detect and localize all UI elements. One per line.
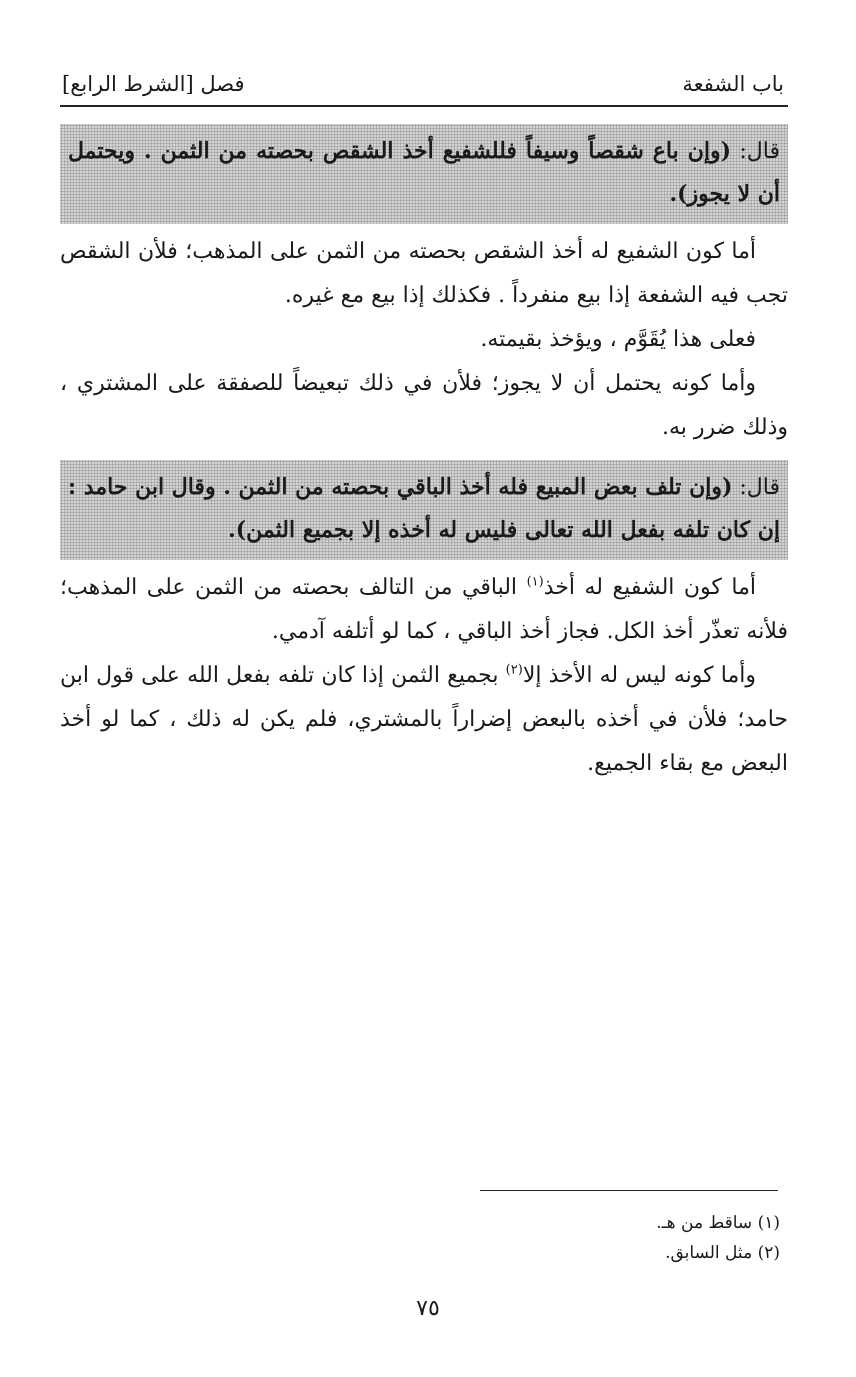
matn-prefix: قال: — [731, 139, 780, 164]
section-title: فصل [الشرط الرابع] — [62, 72, 245, 96]
matn-quote: (وإن تلف بعض المبيع فله أخذ الباقي بحصته من الثمن . وقال ابن حامد : إن كان تلفه بفعل الله تعالى فليس له أخذه إلا بجميع الثمن). — [68, 474, 780, 543]
paragraph-text: الباقي من التالف بحصته من الثمن على المذهب؛ فلأنه تعذّر أخذ الكل. فجاز أخذ الباقي ، كما لو أتلفه آدمي. — [60, 575, 788, 644]
commentary-paragraph — [60, 566, 788, 654]
paragraph-text: أما كون الشفيع له أخذ — [543, 575, 757, 600]
paragraph-text: بجميع الثمن إذا كان تلفه بفعل الله على قول ابن حامد؛ فلأن في أخذه بالبعض إضراراً بالمشتري، فلم يكن له ذلك ، كما لو أخذ البعض مع بقاء الجميع. — [60, 663, 788, 776]
footnote-ref[interactable]: (٢) — [505, 662, 523, 678]
chapter-title: باب الشفعة — [682, 72, 784, 96]
matn-block-1 — [60, 124, 788, 224]
commentary-paragraph: أما كون الشفيع له أخذ الشقص بحصته من الثمن على المذهب؛ فلأن الشقص تجب فيه الشفعة إذا بيع منفرداً . فكذلك إذا بيع مع غيره. — [60, 239, 788, 308]
spacer — [60, 450, 788, 460]
footnote-ref[interactable]: (١) — [526, 574, 544, 590]
matn-quote: (وإن باع شقصاً وسيفاً فللشفيع أخذ الشقص بحصته من الثمن . ويحتمل أن لا يجوز). — [68, 138, 780, 207]
matn-prefix: قال: — [732, 475, 781, 500]
main-text — [60, 124, 788, 786]
page-number: ٧٥ — [416, 1296, 440, 1321]
commentary-paragraph — [60, 654, 788, 786]
commentary-paragraph: وأما كونه يحتمل أن لا يجوز؛ فلأن في ذلك تبعيضاً للصفقة على المشتري ، وذلك ضرر به. — [60, 371, 788, 440]
footnotes — [360, 1208, 780, 1268]
matn-block-2 — [60, 460, 788, 560]
commentary-paragraph: فعلى هذا يُقَوَّم ، ويؤخذ بقيمته. — [480, 327, 756, 352]
header-rule — [60, 105, 788, 107]
paragraph-text: وأما كونه ليس له الأخذ إلا — [522, 663, 756, 688]
footnote-rule — [480, 1190, 778, 1191]
running-header — [62, 56, 784, 96]
footnote: (١) ساقط من هـ. — [656, 1213, 780, 1233]
footnote: (٢) مثل السابق. — [665, 1243, 780, 1263]
